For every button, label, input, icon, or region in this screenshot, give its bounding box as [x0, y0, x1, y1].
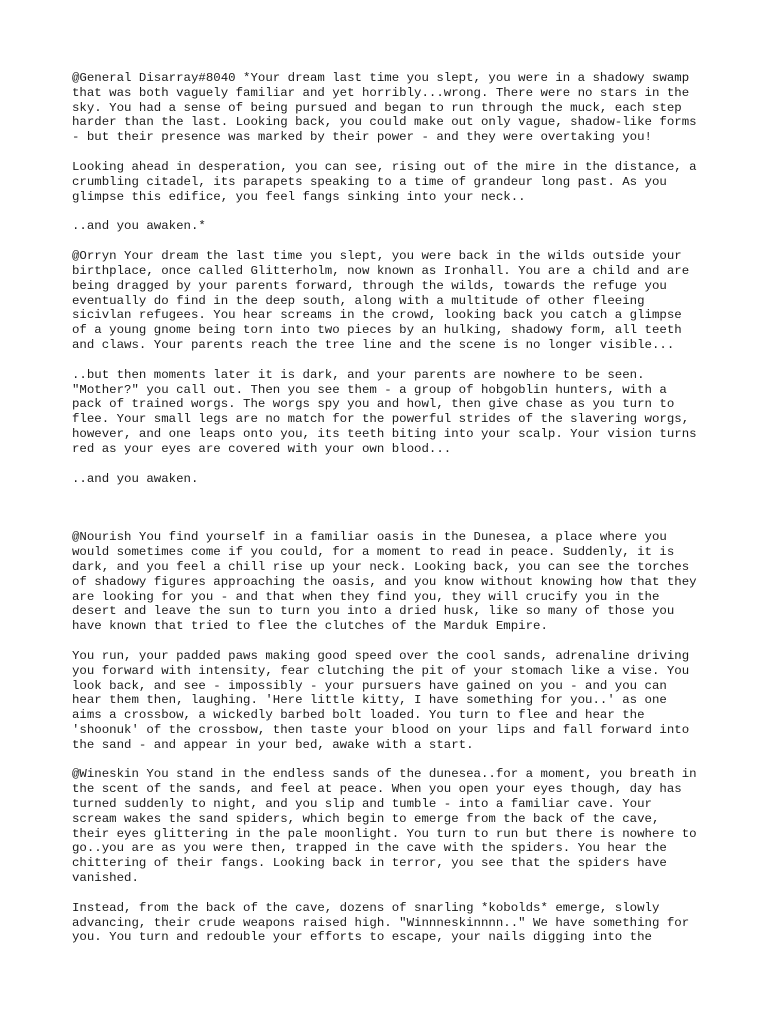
paragraph: @General Disarray#8040 *Your dream last time you slept, you were in a shadowy swamp that was both vaguely familiar and yet horribly...wrong. There were no stars in the sky. You had a sense of being pursued and began to run through the muck, each step harder than the last. Looking back, you could make out only vague, shadow-like forms - but their presence was marked by their power - and they were overtaking you! [72, 71, 697, 145]
document-body [72, 71, 704, 960]
paragraph: @Nourish You find yourself in a familiar oasis in the Dunesea, a place where you would sometimes come if you could, for a moment to read in peace. Suddenly, it is dark, and you feel a chill rise up your neck. Looking back, you can see the torches of shadowy figures approaching the oasis, and you know without knowing how that they are looking for you - and that when they find you, they will crucify you in the desert and leave the sun to turn you into a dried husk, like so many of those you have known that tried to flee the clutches of the Marduk Empire. [72, 530, 697, 634]
paragraph: Looking ahead in desperation, you can see, rising out of the mire in the distance, a crumbling citadel, its parapets speaking to a time of grandeur long past. As you glimpse this edifice, you feel fangs sinking into your neck.. [72, 159, 697, 204]
paragraph: Instead, from the back of the cave, dozens of snarling *kobolds* emerge, slowly advancing, their crude weapons raised high. "Winnneskinnnn.." We have something for you. You turn and redouble your efforts to escape, your nails digging into the [72, 900, 690, 945]
paragraph: You run, your padded paws making good speed over the cool sands, adrenaline driving you forward with intensity, fear clutching the pit of your stomach like a vise. You look back, and see - impossibly - your pursuers have gained on you - and you can hear them then, laughing. 'Here little kitty, I have something for you..' as one aims a crossbow, a wickedly barbed bolt loaded. You turn to flee and hear the 'shoonuk' of the crossbow, then taste your blood on your lips and fall forward into the sand - and appear in your bed, awake with a start. [72, 648, 690, 752]
paragraph: ..and you awaken. [72, 471, 199, 486]
paragraph: @Orryn Your dream the last time you slept, you were back in the wilds outside your birthplace, once called Glitterholm, now known as Ironhall. You are a child and are being dragged by your parents forward, through the wilds, towards the refuge you eventually do find in the deep south, along with a multitude of other fleeing sicivlan refugees. You hear screams in the crowd, looking back you catch a glimpse of a young gnome being torn into two pieces by an hulking, shadowy form, all teeth and claws. Your parents reach the tree line and the scene is no longer visible... [72, 249, 690, 352]
paragraph: ..and you awaken.* [72, 219, 206, 234]
paragraph: ..but then moments later it is dark, and your parents are nowhere to be seen. "Mother?" you call out. Then you see them - a group of hobgoblin hunters, with a pack of trained worgs. The worgs spy you and howl, then give chase as you turn to flee. Your small legs are no match for the powerful strides of the slavering worgs, however, and one leaps onto you, its teeth biting into your scalp. Your vision turns red as your eyes are covered with your own blood... [72, 367, 697, 456]
paragraph: @Wineskin You stand in the endless sands of the dunesea..for a moment, you breath in the scent of the sands, and feel at peace. When you open your eyes though, day has turned suddenly to night, and you slip and tumble - into a familiar cave. Your scream wakes the sand spiders, which begin to emerge from the back of the cave, their eyes glittering in the pale moonlight. You turn to run but there is nowhere to go..you are as you were then, trapped in the cave with the spiders. You hear the chittering of their fangs. Looking back in terror, you see that the spiders have vanished. [72, 767, 697, 886]
